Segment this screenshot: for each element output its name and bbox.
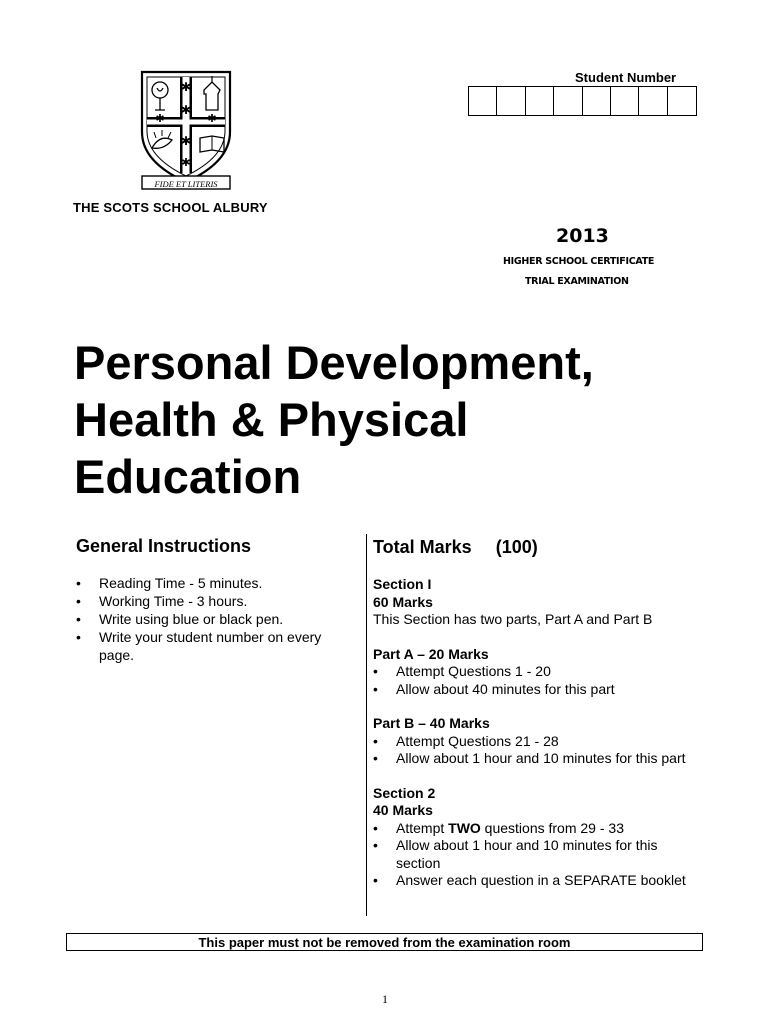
item-text: Attempt [396, 819, 449, 836]
section-1-marks: 60 Marks [373, 593, 433, 610]
svg-text:✱: ✱ [181, 156, 191, 169]
list-item: • Write using blue or black pen. [76, 610, 356, 628]
part-b [373, 715, 703, 768]
svg-text:✱: ✱ [155, 112, 165, 125]
list-item: • Working Time - 3 hours. [76, 592, 356, 610]
school-crest-logo [138, 70, 234, 192]
list-item: • Reading Time - 5 minutes. [76, 574, 356, 592]
list-item: • Allow about 40 minutes for this part [373, 681, 703, 699]
item-text: questions from 29 - 33 [480, 819, 624, 836]
page-number: 1 [382, 992, 388, 1006]
list-item [373, 820, 703, 838]
general-instructions-list [76, 574, 356, 664]
crest-motto: FIDE ET LITERIS [154, 179, 218, 189]
student-number-digit-box[interactable] [639, 87, 667, 115]
exam-year: 2013 [556, 225, 609, 247]
exam-room-notice: This paper must not be removed from the examination room [66, 933, 703, 951]
student-number-digit-box[interactable] [583, 87, 611, 115]
section-2-list [373, 820, 703, 890]
list-item: • Allow about 1 hour and 10 minutes for this part [373, 750, 703, 768]
list-item: • Write your student number on every page. [76, 628, 356, 664]
section-2 [373, 785, 703, 890]
list-item: • Answer each question in a SEPARATE booklet [373, 872, 703, 890]
section-1-desc: This Section has two parts, Part A and Part B [373, 611, 653, 627]
total-marks-label: Total Marks [373, 537, 472, 557]
svg-text:✱: ✱ [180, 103, 192, 117]
title-line: Education [74, 450, 302, 503]
section-2-title: Section 2 [373, 784, 436, 801]
title-line: Personal Development, [74, 336, 594, 389]
part-b-title: Part B – 40 Marks [373, 715, 490, 731]
student-number-digit-box[interactable] [469, 87, 497, 115]
school-name: THE SCOTS SCHOOL ALBURY [73, 200, 268, 215]
part-a-list [373, 663, 703, 698]
item-emphasis: TWO [448, 819, 481, 836]
certificate-label: HIGHER SCHOOL CERTIFICATE [503, 256, 655, 267]
student-number-digit-box[interactable] [526, 87, 554, 115]
student-number-digit-box[interactable] [611, 87, 639, 115]
student-number-boxes[interactable] [468, 86, 697, 116]
student-number-digit-box[interactable] [554, 87, 582, 115]
page-title [74, 334, 594, 505]
list-item: • Attempt Questions 21 - 28 [373, 733, 703, 751]
svg-text:✱: ✱ [207, 112, 217, 125]
list-item: • Allow about 1 hour and 10 minutes for this section [373, 837, 703, 872]
section-1-title: Section I [373, 576, 432, 592]
title-line: Health & Physical [74, 393, 469, 446]
total-marks-value: (100) [495, 537, 538, 557]
part-a-title: Part A – 20 Marks [373, 645, 489, 662]
section-2-marks: 40 Marks [373, 802, 433, 818]
exam-type-label: TRIAL EXAMINATION [525, 276, 629, 287]
svg-text:✱: ✱ [180, 134, 192, 148]
svg-text:✱: ✱ [180, 80, 192, 94]
part-a [373, 646, 703, 699]
total-marks-panel [373, 536, 703, 890]
section-1 [373, 576, 703, 629]
total-marks-heading [373, 536, 703, 558]
part-b-list [373, 733, 703, 768]
student-number-digit-box[interactable] [668, 87, 696, 115]
list-item: • Attempt Questions 1 - 20 [373, 663, 703, 681]
student-number-digit-box[interactable] [497, 87, 525, 115]
general-instructions-heading: General Instructions [76, 536, 252, 556]
student-number-label: Student Number [575, 70, 677, 85]
column-divider [366, 534, 367, 916]
